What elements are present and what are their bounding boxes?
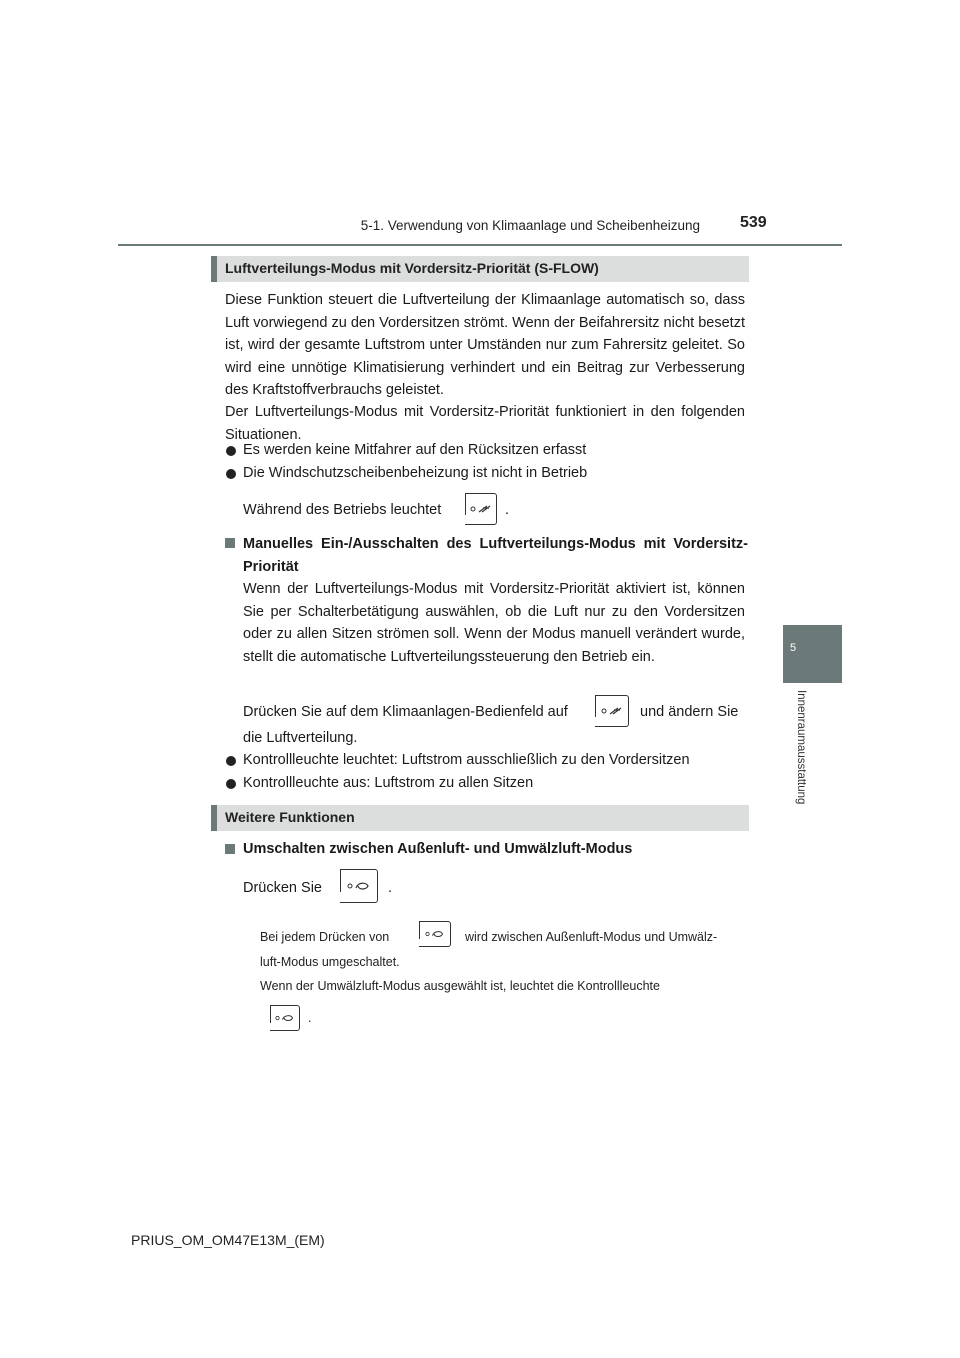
section-heading-text: Luftverteilungs-Modus mit Vordersitz-Priorität (S-FLOW)	[225, 260, 599, 276]
note-text: Wenn der Umwälzluft-Modus ausgewählt ist, leuchtet die Kontrollleuchte	[260, 979, 660, 993]
press-instruction: Drücken Sie	[243, 880, 322, 896]
header-divider	[118, 244, 842, 246]
list-item: Kontrollleuchte aus: Luftstrom zu allen Sitzen	[243, 775, 534, 791]
note-text: luft-Modus umgeschaltet.	[260, 955, 400, 969]
note-text: wird zwischen Außenluft-Modus und Umwälz-	[465, 930, 718, 944]
section-heading-text: Weitere Funktionen	[225, 809, 355, 825]
note-suffix: .	[308, 1011, 312, 1025]
recirculation-button[interactable]	[340, 869, 378, 903]
page-number: 539	[740, 214, 767, 231]
recirculation-icon	[347, 880, 371, 892]
s-flow-button[interactable]	[465, 493, 497, 525]
document-code: PRIUS_OM_OM47E13M_(EM)	[131, 1232, 325, 1248]
s-flow-icon	[470, 503, 492, 515]
s-flow-icon	[601, 705, 623, 717]
recirculation-icon	[274, 1013, 296, 1023]
press-instruction: Drücken Sie auf dem Klimaanlagen-Bedienfeld auf	[243, 704, 568, 720]
recirculation-icon	[424, 929, 446, 939]
recirculation-indicator	[270, 1005, 300, 1031]
list-item: Es werden keine Mitfahrer auf den Rücksitzen erfasst	[243, 442, 587, 458]
manual-paragraph: Wenn der Luftverteilungs-Modus mit Vordersitz-Priorität aktiviert ist, können Sie per Schalterbetätigung auswählen, ob die Luft nur zu den Vordersitzen oder zu allen Sitzen strömen soll. Wenn der Modus manuell verändert wurde, stellt die automatische Luftverteilungssteuerung den Betrieb ein.	[243, 581, 745, 665]
press-instruction-suffix: .	[388, 880, 393, 896]
press-instruction-suffix: und ändern Sie	[640, 704, 739, 720]
s-flow-button[interactable]	[595, 695, 629, 727]
subsection-heading-recirc: Umschalten zwischen Außenluft- und Umwälzluft-Modus	[243, 841, 633, 857]
section-title: 5-1. Verwendung von Klimaanlage und Scheibenheizung	[360, 218, 700, 233]
situations-intro: Der Luftverteilungs-Modus mit Vordersitz-Priorität funktioniert in den folgenden Situationen.	[225, 404, 745, 443]
list-item: Die Windschutzscheibenbeheizung ist nicht in Betrieb	[243, 465, 588, 481]
recirculation-button[interactable]	[419, 921, 451, 947]
subsection-marker	[225, 844, 235, 854]
press-instruction-line2: die Luftverteilung.	[243, 730, 358, 746]
intro-paragraph: Diese Funktion steuert die Luftverteilung der Klimaanlage automatisch so, dass Luft vorwiegend zu den Vordersitzen strömt. Wenn der Beifahrersitz nicht besetzt ist, wird der gesamte Luftstrom unter Umständen nur zum Fahrersitz geleitet. So wird eine unnötige Klimatisierung verhindert und ein Beitrag zur Verbesserung des Kraftstoffverbrauchs geleistet.	[225, 292, 745, 398]
chapter-tab	[783, 625, 842, 683]
subsection-marker	[225, 538, 235, 548]
chapter-label: Innenraumausstattung	[795, 690, 807, 805]
chapter-number: 5	[789, 642, 797, 654]
list-item: Kontrollleuchte leuchtet: Luftstrom ausschließlich zu den Vordersitzen	[243, 752, 690, 768]
subsection-heading-manual: Manuelles Ein-/Ausschalten des Luftverteilungs-Modus mit Vordersitz-Priorität	[243, 536, 748, 575]
note-text: Bei jedem Drücken von	[260, 930, 390, 944]
indicator-text: Während des Betriebs leuchtet	[243, 502, 442, 518]
indicator-suffix: .	[505, 502, 510, 518]
section-heading-sflow	[211, 256, 749, 282]
section-heading-more	[211, 805, 749, 831]
